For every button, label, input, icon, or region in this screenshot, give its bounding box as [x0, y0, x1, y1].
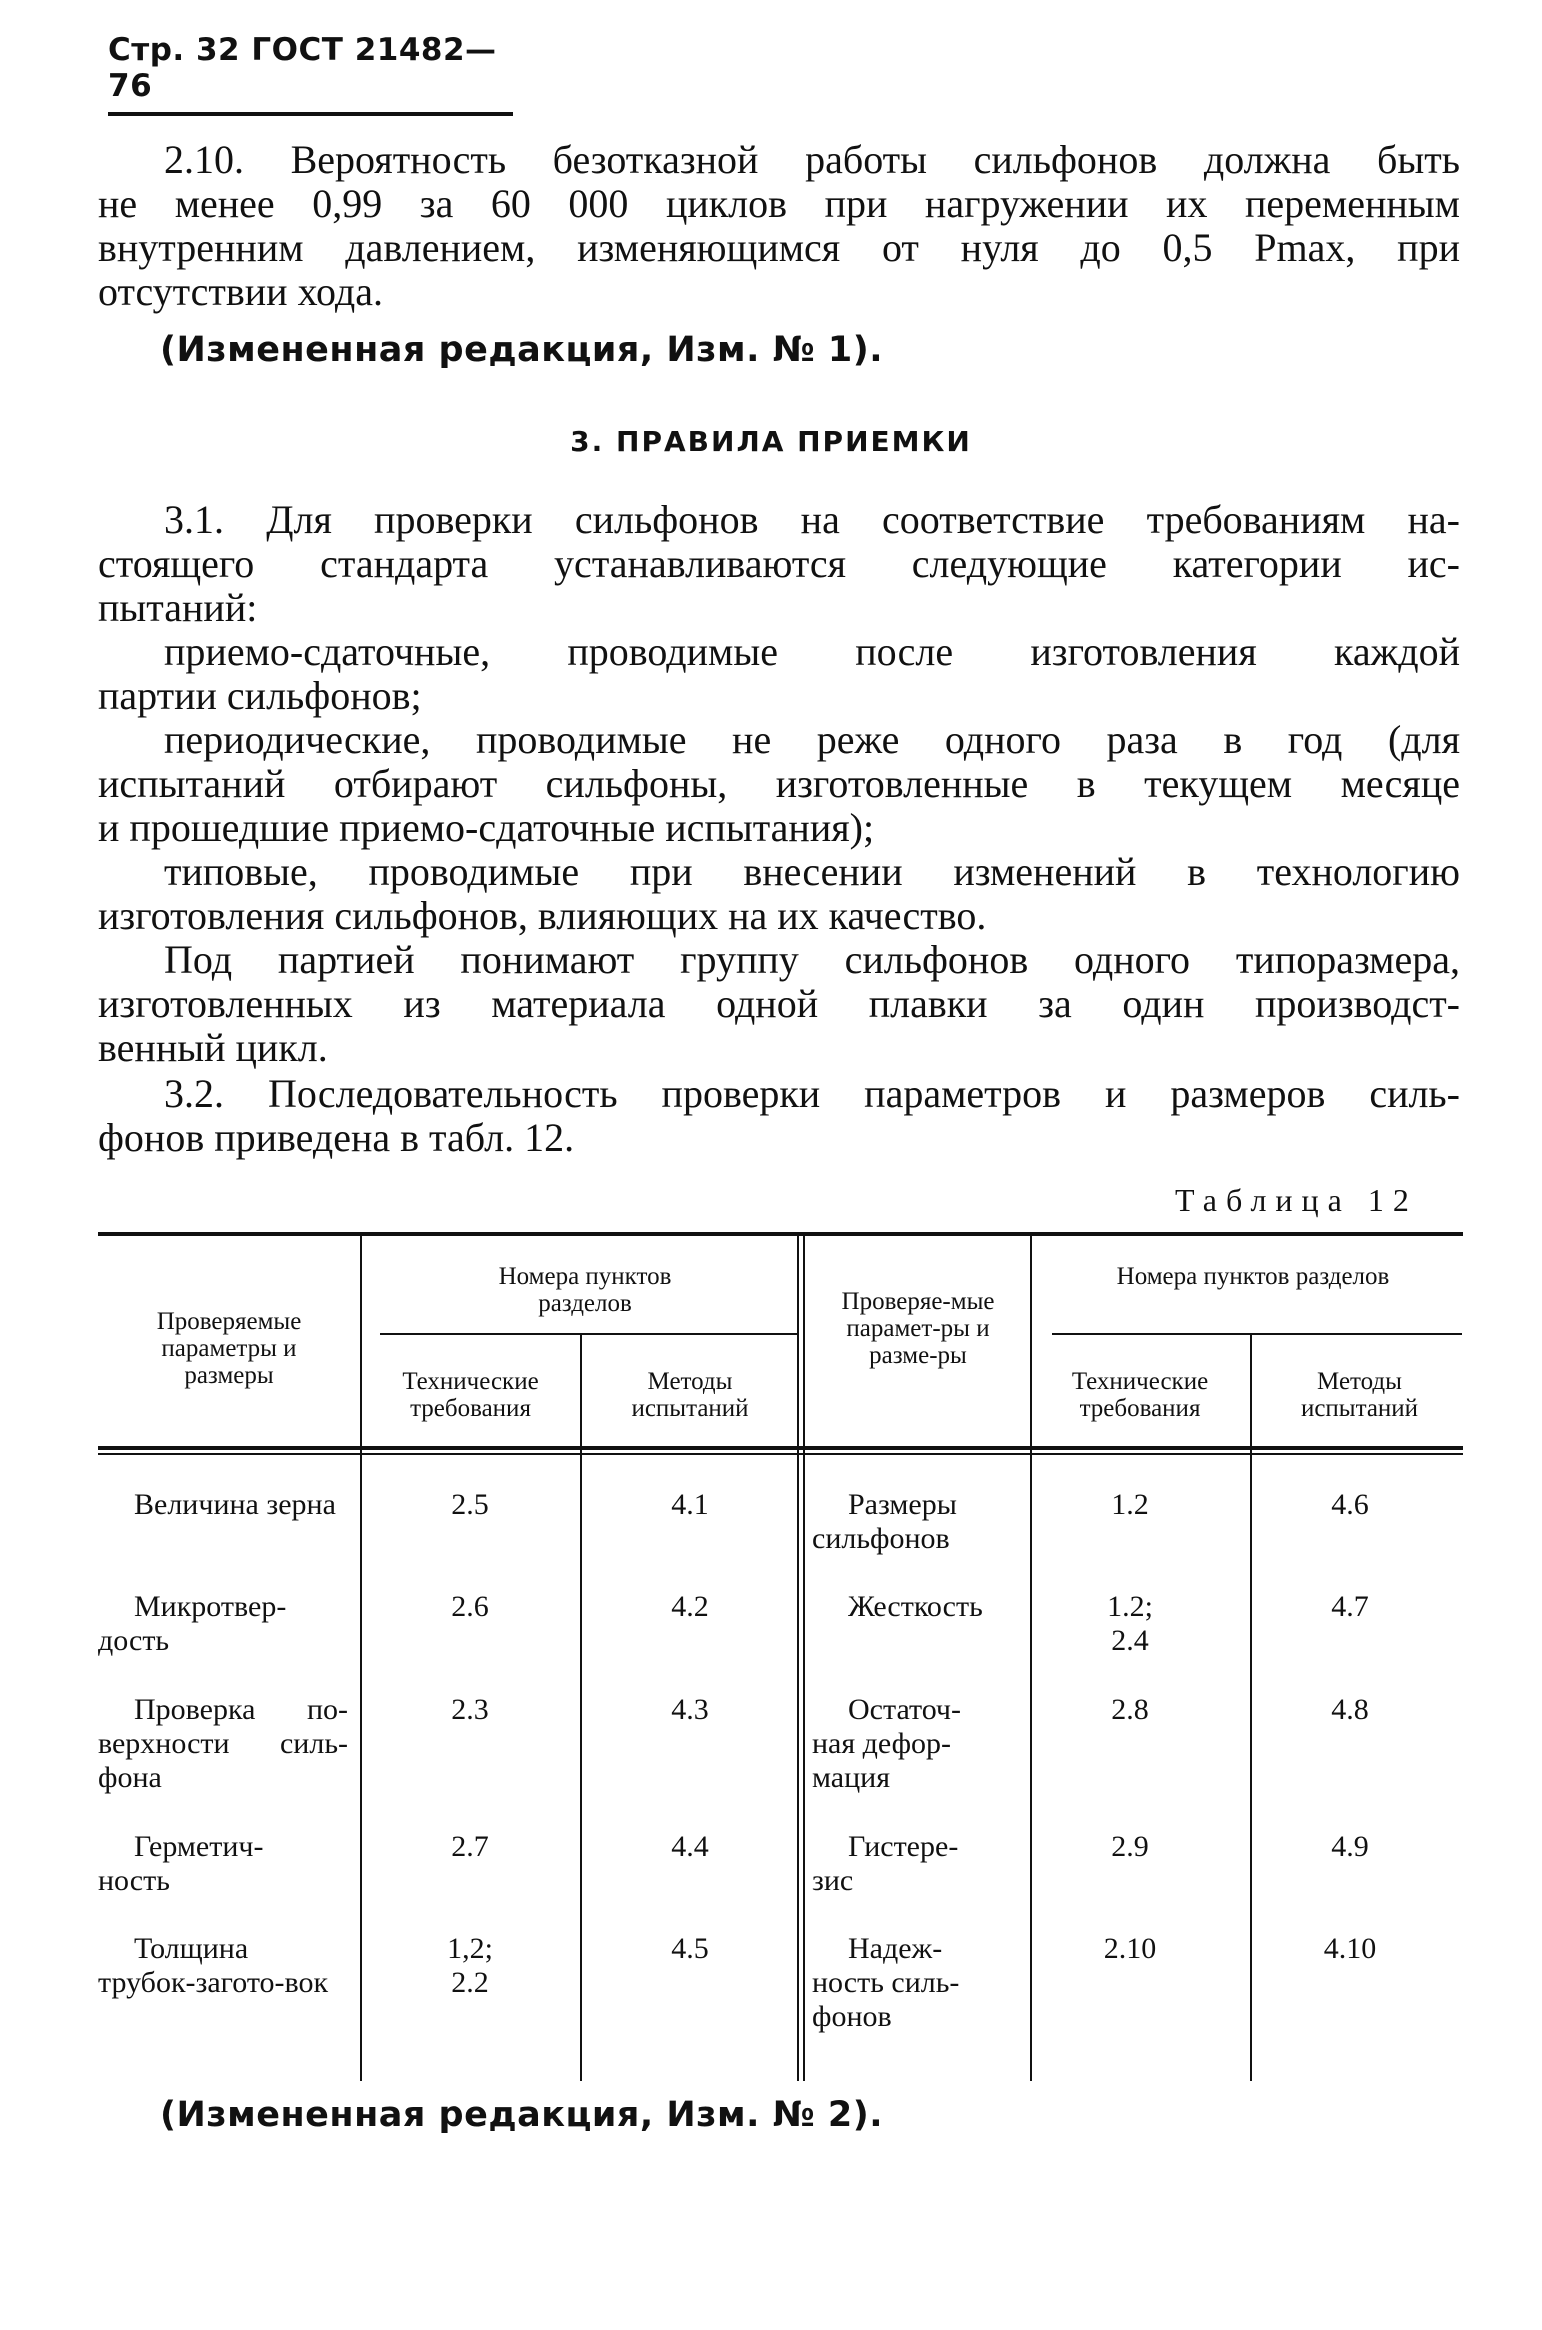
- table-cell-methods-right: 4.6: [1331, 1488, 1369, 1521]
- table-cell-tech-right: 2.10: [1103, 1932, 1157, 1965]
- text-line: отсутствии хода.: [98, 269, 383, 314]
- text-line: не менее 0,99 за 60 000 циклов при нагружении их переменным: [98, 181, 1460, 226]
- section-title: 3. ПРАВИЛА ПРИЕМКИ: [570, 425, 972, 458]
- text-line: 3.1. Для проверки сильфонов на соответствие требованиям на-: [164, 497, 1460, 542]
- table-cell-methods-left: 4.1: [671, 1488, 709, 1521]
- table-cell-methods-right: 4.7: [1331, 1590, 1369, 1623]
- header-tech-left: Технические требования: [402, 1368, 539, 1422]
- paragraph-3-1: [98, 498, 1460, 630]
- text-line: периодические, проводимые не реже одного раза в год (для: [164, 717, 1460, 762]
- table-cell-param-right: Гистере-зис: [812, 1830, 959, 1897]
- table-caption: Таблица 12: [1175, 1182, 1418, 1218]
- paragraph-3-2: [98, 1072, 1460, 1160]
- header-bottom-rule-2: [98, 1453, 1463, 1455]
- header-methods-left: Методы испытаний: [631, 1368, 749, 1422]
- vrule-1: [360, 1236, 362, 2081]
- vrule-3a: [797, 1236, 799, 2081]
- text-line: партии сильфонов;: [98, 673, 422, 718]
- category-type: [98, 850, 1460, 938]
- text-line: приемо-сдаточные, проводимые после изготовления каждой: [164, 629, 1460, 674]
- table-cell-tech-left: 2.5: [451, 1488, 489, 1521]
- text-line: пытаний:: [98, 585, 258, 630]
- page-header: Стр. 32 ГОСТ 21482—76: [108, 32, 513, 116]
- amendment-note-1: (Измененная редакция, Изм. № 1).: [160, 330, 884, 370]
- table-cell-methods-left: 4.2: [671, 1590, 709, 1623]
- vrule-3b: [803, 1236, 805, 2081]
- header-param-left: Проверяемые параметры и размеры: [156, 1308, 302, 1389]
- amendment-note-2: (Измененная редакция, Изм. № 2).: [160, 2095, 884, 2135]
- table-cell-methods-right: 4.8: [1331, 1693, 1369, 1726]
- text-line: и прошедшие приемо-сдаточные испытания);: [98, 805, 875, 850]
- text-line: типовые, проводимые при внесении изменений в технологию: [164, 849, 1460, 894]
- table-cell-tech-left: 2.7: [451, 1830, 489, 1863]
- table-cell-tech-left: 2.6: [451, 1590, 489, 1623]
- header-param-right: Проверяе-мые парамет-ры и разме-ры: [841, 1288, 995, 1369]
- header-bottom-rule: [98, 1446, 1463, 1450]
- vrule-4: [1030, 1236, 1032, 2081]
- text-line: венный цикл.: [98, 1025, 328, 1070]
- header-methods-right: Методы испытаний: [1300, 1368, 1419, 1422]
- text-line: стоящего стандарта устанавливаются следующие категории ис-: [98, 541, 1460, 586]
- table-cell-tech-left: 1,2; 2.2: [447, 1932, 493, 1999]
- table-cell-methods-left: 4.5: [671, 1932, 709, 1965]
- category-periodic: [98, 718, 1460, 850]
- header-group-left: Номера пунктов разделов: [498, 1263, 672, 1317]
- vrule-2: [580, 1335, 582, 2081]
- header-group-right: Номера пунктов разделов: [1116, 1263, 1390, 1290]
- table-cell-methods-left: 4.4: [671, 1830, 709, 1863]
- text-line: изготовления сильфонов, влияющих на их качество.: [98, 893, 987, 938]
- table-cell-tech-right: 2.8: [1111, 1693, 1149, 1726]
- table-top-rule: [98, 1232, 1463, 1236]
- batch-definition: [98, 938, 1460, 1070]
- table-cell-param-left: Микротвер-дость: [98, 1590, 287, 1657]
- table-cell-param-left: Толщина трубок-загото-вок: [98, 1932, 329, 1999]
- table-cell-methods-left: 4.3: [671, 1693, 709, 1726]
- table-cell-tech-right: 1.2; 2.4: [1107, 1590, 1153, 1657]
- paragraph-2-10: [98, 138, 1460, 314]
- table-cell-methods-right: 4.9: [1331, 1830, 1369, 1863]
- table-cell-methods-right: 4.10: [1323, 1932, 1377, 1965]
- table-cell-param-left: Величина зерна: [134, 1488, 336, 1521]
- text-line: изготовленных из материала одной плавки за один производст-: [98, 981, 1460, 1026]
- table-cell-param-left: Проверка по-верхности силь-фона: [98, 1693, 348, 1794]
- header-sub-rule-left: [380, 1333, 797, 1335]
- header-tech-right: Технические требования: [1071, 1368, 1209, 1422]
- text-line: Под партией понимают группу сильфонов одного типоразмера,: [164, 937, 1460, 982]
- table-cell-tech-left: 2.3: [451, 1693, 489, 1726]
- table-cell-tech-right: 2.9: [1111, 1830, 1149, 1863]
- table-cell-param-right: Остаточ-ная дефор-мация: [812, 1693, 962, 1794]
- text-line: фонов приведена в табл. 12.: [98, 1115, 575, 1160]
- table-cell-tech-right: 1.2: [1111, 1488, 1149, 1521]
- table-cell-param-right: Надеж-ность силь-фонов: [812, 1932, 960, 2033]
- text-line: внутренним давлением, изменяющимся от нуля до 0,5 Pmax, при: [98, 225, 1460, 270]
- text-line: 2.10. Вероятность безотказной работы сильфонов должна быть: [164, 137, 1460, 182]
- text-line: 3.2. Последовательность проверки параметров и размеров силь-: [164, 1071, 1460, 1116]
- category-acceptance: [98, 630, 1460, 718]
- vrule-5: [1250, 1335, 1252, 2081]
- header-sub-rule-right: [1052, 1333, 1462, 1335]
- text-line: испытаний отбирают сильфоны, изготовленные в текущем месяце: [98, 761, 1460, 806]
- table-cell-param-right: Размеры сильфонов: [812, 1488, 957, 1555]
- table-cell-param-left: Герметич-ность: [98, 1830, 264, 1897]
- table-cell-param-right: Жесткость: [848, 1590, 983, 1623]
